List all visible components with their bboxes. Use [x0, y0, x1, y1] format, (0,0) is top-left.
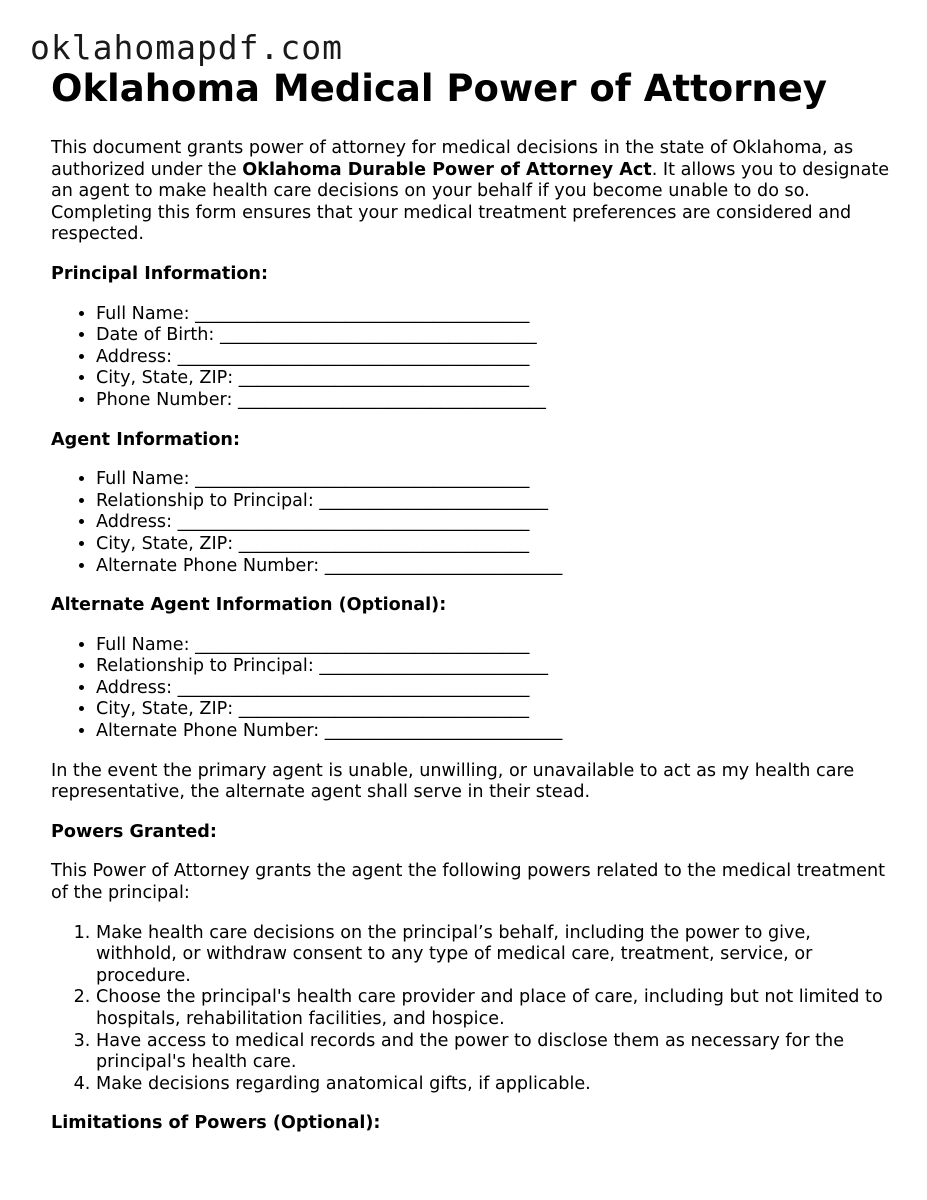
- agent-fields: [51, 469, 891, 577]
- principal-fields: [51, 304, 891, 412]
- power-item: 3. Have access to medical records and the power to disclose them as necessary for the principal's health care.: [96, 1031, 891, 1074]
- alternate-agent-note: In the event the primary agent is unable, unwilling, or unavailable to act as my health care representative, the alternate agent shall serve in their stead.: [51, 760, 855, 803]
- alternate-agent-heading: Alternate Agent Information (Optional):: [51, 595, 447, 616]
- power-item: 4. Make decisions regarding anatomical gifts, if applicable.: [96, 1074, 891, 1096]
- watermark: oklahomapdf.com: [30, 28, 344, 67]
- power-item: 1. Make health care decisions on the principal’s behalf, including the power to give, withhold, or withdraw consent to any type of medical care, treatment, service, or procedure.: [96, 923, 891, 988]
- agent-relationship-field[interactable]: • Relationship to Principal: __________________________: [96, 491, 891, 513]
- agent-full-name-field[interactable]: • Full Name: ______________________________________: [96, 469, 891, 491]
- alternate-address-field[interactable]: • Address: ________________________________________: [96, 678, 891, 700]
- powers-heading: Powers Granted:: [51, 821, 217, 842]
- powers-list: [51, 923, 891, 1096]
- principal-phone-field[interactable]: • Phone Number: ___________________________________: [96, 390, 891, 412]
- page-title: Oklahoma Medical Power of Attorney: [51, 67, 827, 110]
- agent-address-field[interactable]: • Address: ________________________________________: [96, 512, 891, 534]
- principal-address-field[interactable]: • Address: ________________________________________: [96, 347, 891, 369]
- alternate-agent-fields: [51, 635, 891, 743]
- agent-alt-phone-field[interactable]: • Alternate Phone Number: ___________________________: [96, 556, 891, 578]
- agent-heading: Agent Information:: [51, 429, 240, 450]
- alternate-city-state-zip-field[interactable]: • City, State, ZIP: _________________________________: [96, 699, 891, 721]
- alternate-relationship-field[interactable]: • Relationship to Principal: __________________________: [96, 656, 891, 678]
- intro-paragraph: [51, 138, 891, 246]
- power-item: 2. Choose the principal's health care provider and place of care, including but not limited to hospitals, rehabilitation facilities, and hospice.: [96, 987, 891, 1030]
- intro-text-1: This document grants power of attorney for medical decisions in the state of Oklahoma, as authorized under the: [51, 138, 854, 180]
- limitations-heading: Limitations of Powers (Optional):: [51, 1113, 381, 1134]
- principal-city-state-zip-field[interactable]: • City, State, ZIP: _________________________________: [96, 368, 891, 390]
- intro-text-2: . It allows you to designate an agent to make health care decisions on your behalf if you become unable to do so. Completing this form ensures that your medical treatment preferences are considered and respected.: [51, 159, 890, 245]
- agent-city-state-zip-field[interactable]: • City, State, ZIP: _________________________________: [96, 534, 891, 556]
- powers-intro: This Power of Attorney grants the agent the following powers related to the medical treatment of the principal:: [51, 861, 885, 904]
- alternate-full-name-field[interactable]: • Full Name: ______________________________________: [96, 635, 891, 657]
- alternate-alt-phone-field[interactable]: • Alternate Phone Number: ___________________________: [96, 721, 891, 743]
- document-page: [51, 66, 891, 1153]
- act-name: Oklahoma Durable Power of Attorney Act: [242, 159, 652, 180]
- principal-full-name-field[interactable]: • Full Name: ______________________________________: [96, 304, 891, 326]
- principal-dob-field[interactable]: • Date of Birth: ____________________________________: [96, 325, 891, 347]
- principal-heading: Principal Information:: [51, 263, 268, 284]
